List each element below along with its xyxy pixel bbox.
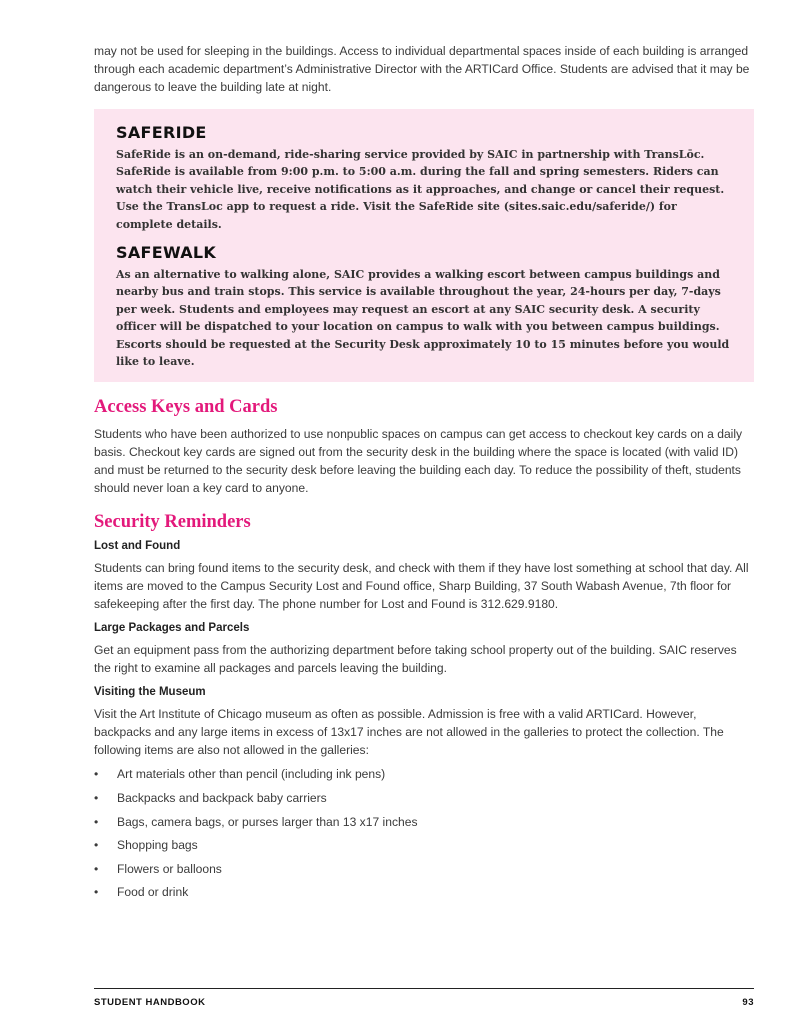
list-item: • Bags, camera bags, or purses larger than 13 x17 inches xyxy=(94,811,754,835)
bullet-icon: • xyxy=(94,885,99,900)
list-item: • Art materials other than pencil (including ink pens) xyxy=(94,763,754,787)
museum-heading: Visiting the Museum xyxy=(94,686,206,699)
bullet-icon: • xyxy=(94,814,99,829)
list-item: • Flowers or balloons xyxy=(94,858,754,882)
safewalk-heading: SAFEWALK xyxy=(116,243,217,263)
page-content xyxy=(94,42,754,905)
footer-title: STUDENT HANDBOOK xyxy=(94,997,206,1008)
lost-found-heading: Lost and Found xyxy=(94,540,181,553)
saferide-body: SafeRide is an on-demand, ride-sharing service provided by SAIC in partnership with TransLōc. SafeRide is available from 9:00 p.m. to 5:00 a.m. during the fall and spring semesters. Riders can watch their vehicle live, receive notifications as it approaches, and change or cancel their request. Use the TransLoc app to request a ride. Visit the SafeRide site (sites.saic.edu/saferide/) for complete details. xyxy=(116,148,725,231)
packages-body: Get an equipment pass from the authorizing department before taking school property out of the building. SAIC reserves the right to examine all packages and parcels leaving the building. xyxy=(94,643,737,676)
bullet-icon: • xyxy=(94,838,99,853)
access-keys-body: Students who have been authorized to use nonpublic spaces on campus can get access to checkout key cards on a daily basis. Checkout key cards are signed out from the security desk in the building where the space is located (with valid ID) and must be returned to the security desk before leaving the building each day. To reduce the possibility of theft, students should never loan a key card to anyone. xyxy=(94,427,743,496)
museum-body: Visit the Art Institute of Chicago museum as often as possible. Admission is free with a valid ARTICard. However, backpacks and any large items in excess of 13x17 inches are not allowed in the galleries to protect the collection. The following items are also not allowed in the galleries: xyxy=(94,707,724,758)
security-reminders-heading: Security Reminders xyxy=(94,512,251,533)
safety-callout-box xyxy=(94,109,754,382)
bullet-icon: • xyxy=(94,791,99,806)
packages-heading: Large Packages and Parcels xyxy=(94,622,250,635)
list-item: • Shopping bags xyxy=(94,834,754,858)
access-keys-section xyxy=(94,397,754,497)
access-keys-heading: Access Keys and Cards xyxy=(94,397,278,418)
page-footer xyxy=(94,988,754,1008)
saferide-heading: SAFERIDE xyxy=(116,123,207,142)
list-item: • Backpacks and backpack baby carriers xyxy=(94,787,754,811)
security-reminders-section xyxy=(94,512,754,905)
museum-prohibited-list xyxy=(94,763,754,905)
safewalk-block xyxy=(116,243,732,370)
bullet-icon: • xyxy=(94,861,99,876)
intro-paragraph: may not be used for sleeping in the buildings. Access to individual departmental spaces inside of each building is arranged through each academic department’s Administrative Director with the ARTICard Office. Students are advised that it may be dangerous to leave the building late at night. xyxy=(94,44,750,94)
lost-found-body: Students can bring found items to the security desk, and check with them if they have lost something at school that day. All items are moved to the Campus Security Lost and Found office, Sharp Building, 37 South Wabash Avenue, 7th floor for safekeeping after the first day. The phone number for Lost and Found is 312.629.9180. xyxy=(94,561,749,612)
safewalk-body: As an alternative to walking alone, SAIC provides a walking escort between campus buildings and nearby bus and train stops. This service is available throughout the year, 24-hours per day, 7-days per week. Students and employees may request an escort at any SAIC security desk. A security officer will be dispatched to your location on campus to walk with you between campus buildings. Escorts should be requested at the Security Desk approximately 10 to 15 minutes before you would like to leave. xyxy=(116,268,730,369)
saferide-block xyxy=(116,123,732,233)
page-number: 93 xyxy=(742,997,754,1008)
bullet-icon: • xyxy=(94,767,99,782)
list-item: • Food or drink xyxy=(94,881,754,905)
